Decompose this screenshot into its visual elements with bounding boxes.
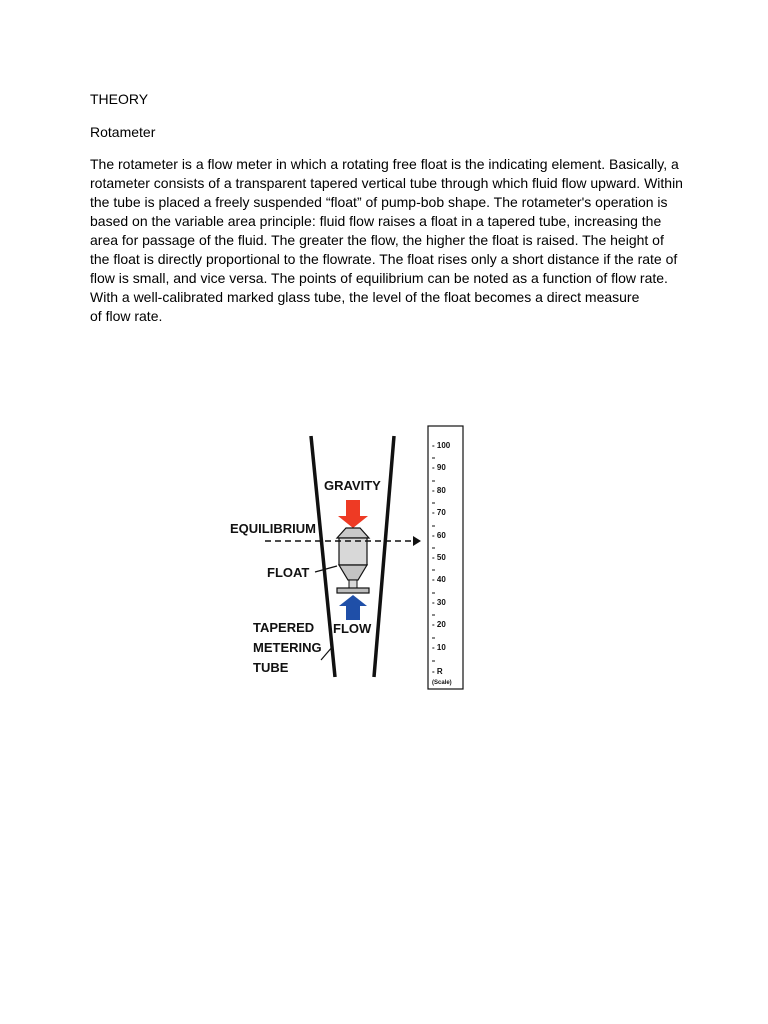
scale-tick-label: - 50: [432, 553, 446, 562]
paragraph-line: based on the variable area principle: fluid flow raises a float in a tapered tube, increasing the: [90, 213, 662, 229]
scale-tick-label: - 60: [432, 531, 446, 540]
flow-arrow-shaft: [346, 605, 360, 620]
paragraph-line: area for passage of the fluid. The greater the flow, the higher the float is raised. The height of: [90, 232, 664, 248]
scale-tick-label: - 90: [432, 463, 446, 472]
paragraph-line: the float is directly proportional to the flowrate. The float rises only a short distance if the rate of: [90, 251, 678, 267]
tube-label-line2: METERING: [253, 640, 322, 655]
paragraph-line: rotameter consists of a transparent tapered vertical tube through which fluid flow upward. Within: [90, 175, 683, 191]
document-heading: THEORY: [90, 91, 149, 107]
scale-caption: (Scale): [432, 680, 452, 686]
scale-tick-label: - 30: [432, 598, 446, 607]
paragraph-line: the tube is placed a freely suspended “float” of pump-bob shape. The rotameter's operation is: [90, 194, 668, 210]
tube-right-wall: [374, 436, 394, 677]
tube-label-line1: TAPERED: [253, 620, 315, 635]
float-body: [337, 528, 369, 593]
rotameter-diagram-svg: [225, 420, 470, 695]
paragraph-line: of flow rate.: [90, 308, 163, 324]
flow-label: FLOW: [333, 621, 372, 636]
rotameter-diagram: [225, 420, 470, 695]
scale-tick-label: - 20: [432, 620, 446, 629]
scale-tick-label: - 100: [432, 441, 451, 450]
gravity-arrow-shaft: [346, 500, 360, 518]
flow-arrow: [339, 595, 367, 620]
paragraph-line: flow is small, and vice versa. The points of equilibrium can be noted as a function of flow rate.: [90, 270, 668, 286]
float-label: FLOAT: [267, 565, 310, 580]
scale-tick-label: - 80: [432, 486, 446, 495]
body-paragraph: [90, 155, 690, 326]
paragraph-line: The rotameter is a flow meter in which a rotating free float is the indicating element. Basically, a: [90, 156, 679, 172]
gravity-label: GRAVITY: [324, 478, 381, 493]
equilibrium-arrowhead: [413, 536, 421, 546]
tube-label-line3: TUBE: [253, 660, 289, 675]
scale-tick-label: - 10: [432, 643, 446, 652]
scale-tick-label: - 70: [432, 508, 446, 517]
paragraph-line: With a well-calibrated marked glass tube, the level of the float becomes a direct measure: [90, 289, 640, 305]
flow-arrow-head: [339, 595, 367, 606]
gravity-arrow: [338, 500, 368, 528]
gravity-arrow-head: [338, 516, 368, 528]
equilibrium-label: EQUILIBRIUM: [230, 521, 316, 536]
scale-tick-label: - 40: [432, 575, 446, 584]
section-title: Rotameter: [90, 124, 156, 140]
scale-tick-label: - R: [432, 667, 443, 676]
